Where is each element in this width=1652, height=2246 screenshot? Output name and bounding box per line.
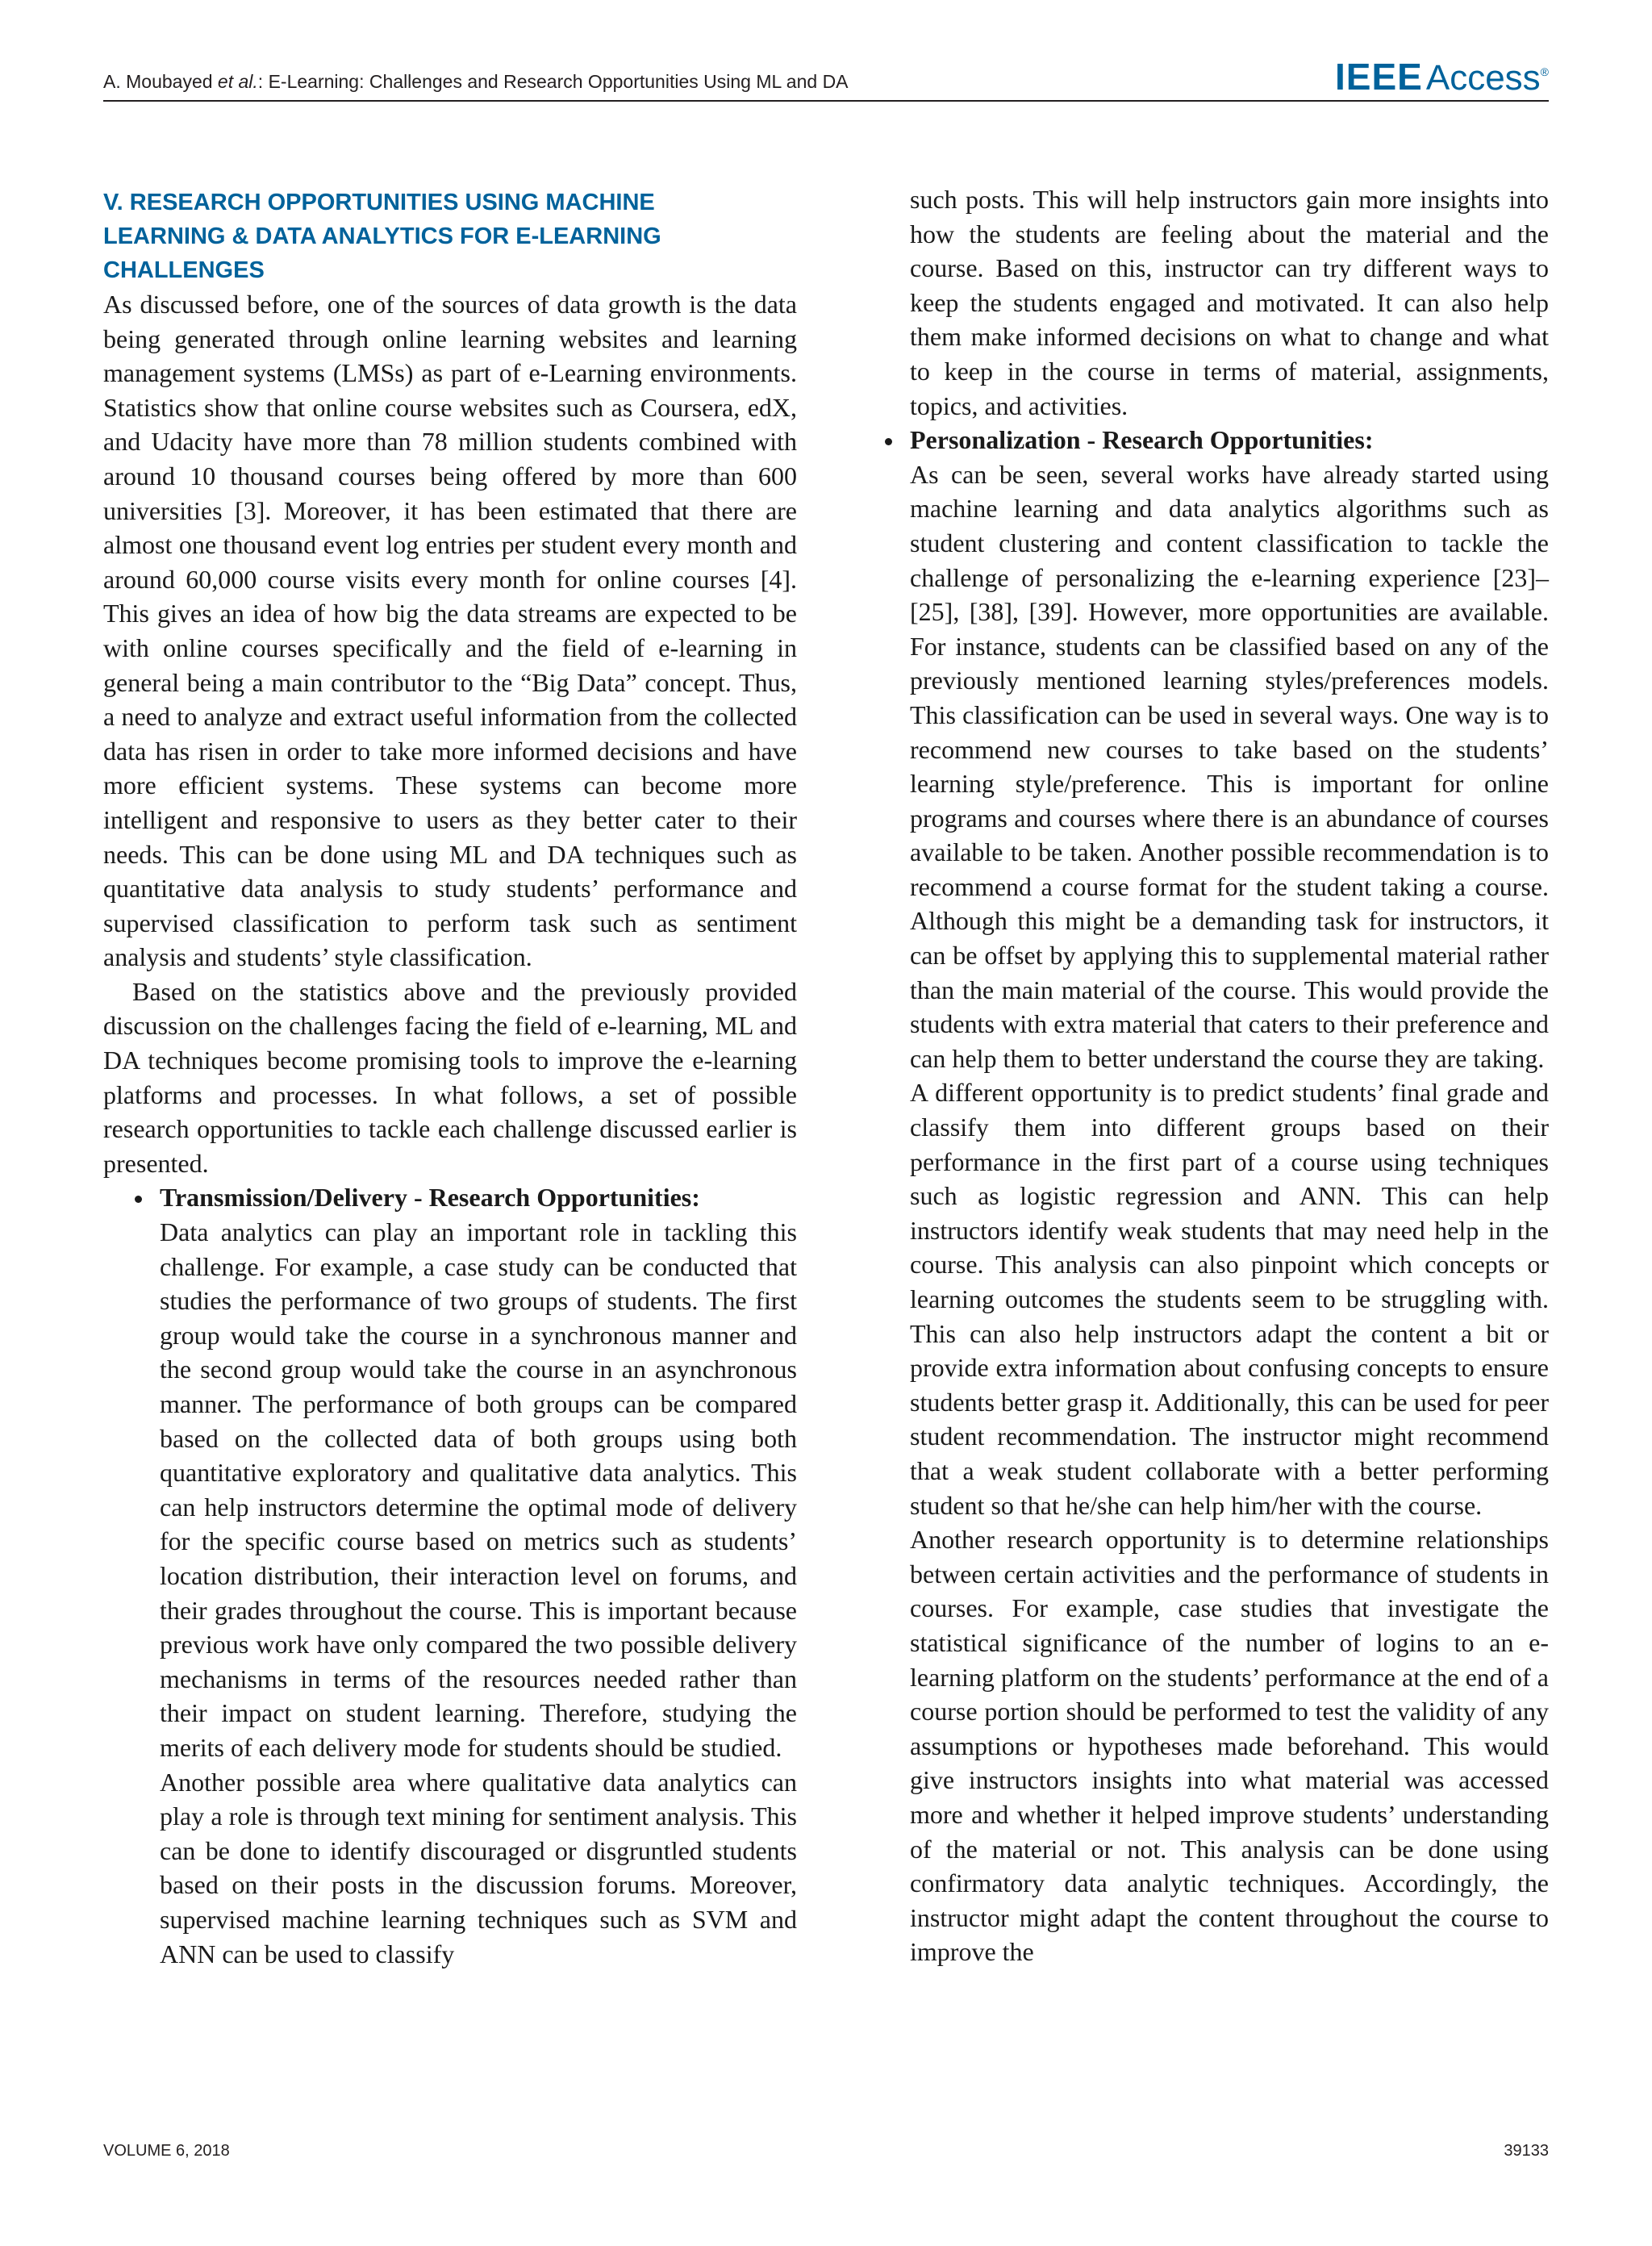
volume-label: VOLUME 6, 2018 [103, 2142, 230, 2160]
personalization-paragraph-1: As can be seen, several works have already started using machine learning and data analytics algorithms such as student clustering and content classification to tackle the challenge of personalizing the e-learning experience [23]–[25], [38], [39]. However, more opportunities are available. For instance, students can be classified based on any of the previously mentioned learning styles/preferences models. This classification can be used in several ways. One way is to recommend new courses to take based on the students’ learning style/preference. This is important for online programs and courses where there is an abundance of courses available to be taken. Another possible recommendation is to recommend a course format for the student taking a course. Although this might be a demanding task for instructors, it can be offset by applying this to supplemental material rather than the main material of the course. This would provide the students with extra material that caters to their preference and can help them to better understand the course they are taking. [910, 459, 1549, 1073]
bullet-title-transmission: Transmission/Delivery - Research Opportunities: [160, 1180, 797, 1215]
page-number: 39133 [1504, 2142, 1549, 2160]
transmission-paragraph-2-continued: such posts. This will help instructors gain more insights into how the students are feeling about the material and the course. Based on this, instructor can try different ways to keep the students engaged and motivated. It can also help them make informed decisions on what to change and what to keep in the course in terms of material, assignments, topics, and activities. [910, 185, 1549, 420]
logo-ieee-text: IEEE [1335, 56, 1423, 98]
section-paragraph-2: Based on the statistics above and the previously provided discussion on the challenges facing the field of e-learning, ML and DA techniques become promising tools to improve the e-learning platforms and processes. In what follows, a set of possible research opportunities to tackle each challenge discussed earlier is presented. [103, 976, 797, 1178]
logo-access-text: Access [1425, 58, 1541, 98]
left-column [103, 186, 797, 1971]
transmission-paragraph-1: Data analytics can play an important role in tackling this challenge. For example, a case study can be conducted that studies the performance of two groups of students. The first group would take the course in a synchronous manner and the second group would take the course in an asynchronous manner. The performance of both groups can be compared based on the collected data of both groups using both quantitative exploratory and qualitative data analytics. This can help instructors determine the optimal mode of delivery for the specific course based on metrics such as students’ location distribution, their interaction level on forums, and their grades throughout the course. This is important because previous work have only compared the two possible delivery mechanisms in terms of the resources needed rather than their impact on student learning. Therefore, studying the merits of each delivery mode for students should be studied. [160, 1217, 797, 1762]
page-header [103, 58, 1549, 102]
running-title: A. Moubayed et al.: E-Learning: Challenges and Research Opportunities Using ML and DA [103, 71, 849, 92]
right-column [910, 182, 1549, 1969]
personalization-paragraph-2: A different opportunity is to predict students’ final grade and classify them into different groups based on their performance in the first part of a course using techniques such as logistic regression and ANN. This can help instructors identify weak students that may need help in the course. This analysis can also pinpoint which concepts or learning outcomes the students seem to be struggling with. This can also help instructors adapt the content a bit or provide extra information about confusing concepts to ensure students better grasp it. Additionally, this can be used for peer student recommendation. The instructor might recommend that a weak student collaborate with a better performing student so that he/she can help him/her with the course. [910, 1078, 1549, 1520]
bullet-personalization [910, 423, 1549, 1969]
logo-registered-mark: ® [1540, 65, 1549, 78]
bullet-title-personalization: Personalization - Research Opportunities: [910, 423, 1549, 457]
personalization-paragraph-3: Another research opportunity is to determine relationships between certain activities and the performance of students in courses. For example, case studies that investigate the statistical significance of the number of logins to an e-learning platform on the students’ performance at the end of a course portion should be performed to test the validity of any assumptions or hypotheses made beforehand. This would give instructors insights into what material was accessed more and whether it helped improve students’ understanding of the material or not. This analysis can be done using confirmatory data analytic techniques. Accordingly, the instructor might adapt the content throughout the course to improve the [910, 1525, 1549, 1967]
section-heading: V. RESEARCH OPPORTUNITIES USING MACHINE LEARNING & DATA ANALYTICS FOR E-LEARNING CHALLENGES [103, 190, 661, 283]
bullet-transmission-delivery [103, 1180, 797, 1971]
section-paragraph-1: As discussed before, one of the sources of data growth is the data being generated through online learning websites and learning management systems (LMSs) as part of e-Learning environments. Statistics show that online course websites such as Coursera, edX, and Udacity have more than 78 million students combined with around 10 thousand courses being offered by more than 600 universities [3]. Moreover, it has been estimated that there are almost one thousand event log entries per student every month and around 60,000 course visits every month for online courses [4]. This gives an idea of how big the data streams are expected to be with online courses specifically and the field of e-learning in general being a main contributor to the “Big Data” concept. Thus, a need to analyze and extract useful information from the collected data has risen in order to take more informed decisions and have more efficient systems. These systems can become more intelligent and responsive to users as they better cater to their needs. This can be done using ML and DA techniques such as quantitative data analysis to study students’ performance and supervised classification to perform task such as sentiment analysis and students’ style classification. [103, 290, 797, 972]
ieee-access-logo [1335, 56, 1549, 98]
running-title-etal: et al. [217, 71, 258, 92]
transmission-paragraph-2: Another possible area where qualitative data analytics can play a role is through text mining for sentiment analysis. This can be done to identify discouraged or disgruntled students based on their posts in the discussion forums. Moreover, supervised machine learning techniques such as SVM and ANN can be used to classify [160, 1767, 797, 1968]
